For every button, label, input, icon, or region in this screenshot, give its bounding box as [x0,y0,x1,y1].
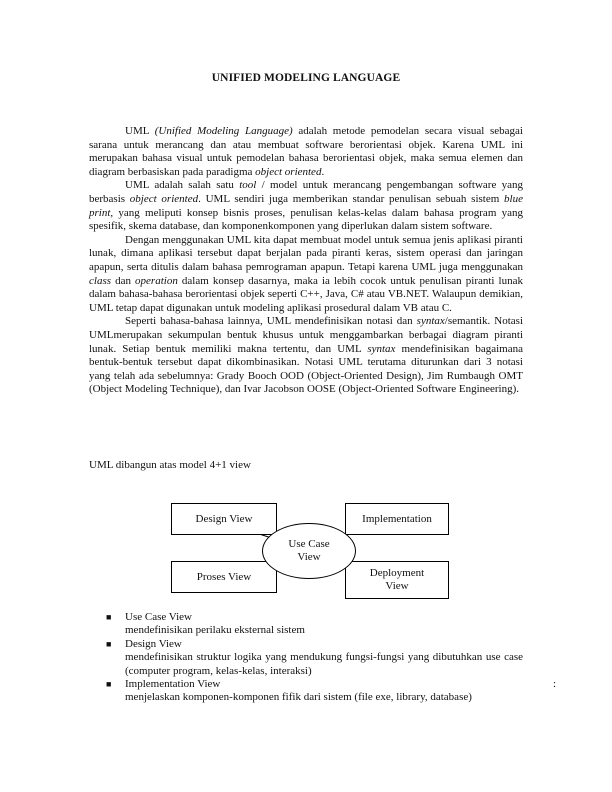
paragraph [89,315,523,397]
text-run: dan [111,274,136,287]
text-run: /semantik. Notasi UMLmerupakan sekumpulan bentuk khusus untuk menggambarkan berbagai diagram piranti lunak. Setiap bentuk memiliki makna tertentu, dan UML [89,315,523,355]
list-item [89,611,523,638]
text-run: adalah metode pemodelan secara visual sebagai sarana untuk merancang dan atau membuat software berorientasi objek. Karena UML ini merupakan bahasa visual untuk pemodelan bahasa berorientasi objek, maka semua elemen dan diagram berbasiskan pada paradigma [89,125,523,178]
paragraph [89,234,523,316]
text-run: , yang meliputi konsep bisnis proses, penulisan kelas-kelas dalam bahasa program yang spesifik, skema database, dan komponenkomponen yang diperlukan dalam sistem software. [89,206,523,233]
diagram-intro: UML dibangun atas model 4+1 view [89,459,251,471]
list-item [89,638,523,678]
implementation-label: Implementation [362,512,432,525]
italic-term: operation [135,274,178,287]
view-list [89,611,557,705]
italic-term: blue print [89,192,523,219]
text-run: . [321,165,325,178]
proses-view-label: Proses View [196,570,252,583]
bullet-icon: ■ [106,679,112,690]
design-view-label: Design View [195,512,253,525]
list-item-heading: Implementation View [125,678,221,691]
paragraph [89,179,523,233]
italic-term: class [89,274,111,287]
italic-term: object oriented [129,192,199,205]
use-case-view-ellipse [262,523,356,579]
deployment-view-box [345,561,449,599]
italic-term: syntax [367,342,396,355]
list-item-description: mendefinisikan struktur logika yang mendukung fungsi-fungsi yang dibutuhkan use case (computer program, kelas-kelas, interaksi) [125,651,523,677]
use-case-view-label: Use Case View [288,538,330,563]
proses-view-box [171,561,277,593]
page-title: UNIFIED MODELING LANGUAGE [211,72,401,84]
text-run: / model untuk merancang pengembangan software yang berbasis [89,179,524,205]
list-item [89,678,557,705]
deployment-view-label: Deployment View [369,567,425,592]
italic-term: object oriented [255,165,322,178]
list-item-heading: Design View [125,637,182,650]
implementation-box [345,503,449,535]
text-run: UML adalah salah satu [125,179,240,192]
text-run: UML [125,125,155,137]
text-run: dalam konsep dasarnya, maka ia lebih cocok untuk penulisan piranti lunak dalam bahasa-bahasa berorientasi objek seperti C++, Java, C# atau VB.NET. Walaupun demikian, UML tetap dapat digunakan untuk modeling aplikasi prosedural dalam VB atau C. [89,274,523,314]
text-run: . UML sendiri juga memberikan standar penulisan sebuah sistem [198,192,505,205]
text-run: Dengan menggunakan UML kita dapat membuat model untuk semua jenis aplikasi piranti lunak, dimana aplikasi tersebut dapat berjalan pada piranti keras, sistem operasi dan jaringan apapun, serta ditulis dalam bahasa pemrograman apapun. Tetapi karena UML juga menggunakan [89,233,523,273]
body-text [89,125,523,397]
text-run: mendefinisikan bagaimana bentuk-bentuk tersebut dapat dikombinasikan. Notasi UML terutama diturunkan dari 3 notasi yang telah ada sebelumnya: Grady Booch OOD (Object-Oriented Design), Jim Rumbaugh OMT (Object Modeling Technique), dan Ivar Jacobson OOSE (Object-Oriented Software Engineering). [89,342,523,396]
list-item-heading: Use Case View [125,611,192,623]
italic-term: (Unified Modeling Language) [154,125,293,137]
italic-term: syntax [416,315,445,328]
design-view-box [171,503,277,535]
list-item-colon: : [553,678,557,691]
list-item-description: mendefinisikan perilaku eksternal sistem [125,624,305,637]
bullet-icon: ■ [106,638,112,649]
list-item-description: menjelaskan komponen-komponen fifik dari sistem (file exe, library, database) [125,691,472,704]
bullet-icon: ■ [106,612,112,622]
italic-term: tool [239,179,257,192]
text-run: Seperti bahasa-bahasa lainnya, UML mendefinisikan notasi dan [125,315,417,328]
paragraph [89,125,523,179]
